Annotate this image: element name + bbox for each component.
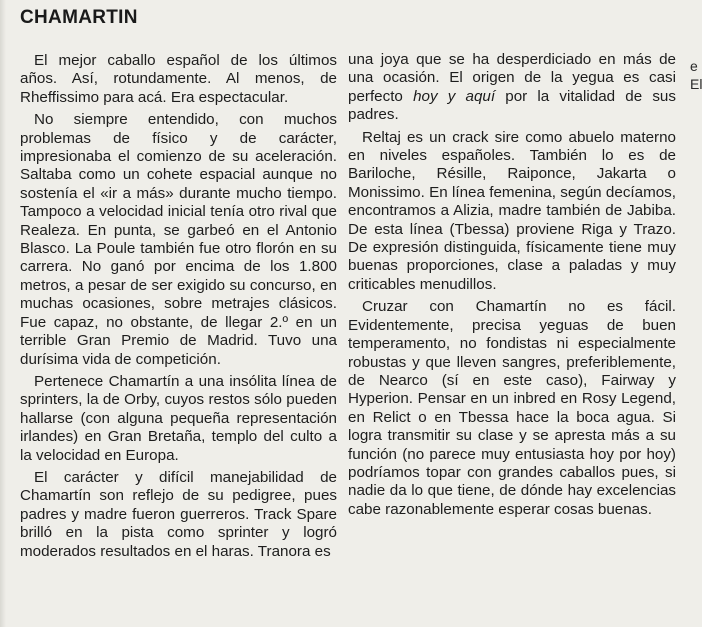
right-column xyxy=(348,51,676,519)
scan-edge xyxy=(0,0,6,627)
right-paragraph-1-italic: hoy y aquí xyxy=(413,87,496,105)
left-paragraph-3: Pertenece Chamartín a una insólita línea de sprinters, la de Orby, cuyos restos sólo pueden hallarse (con alguna pequeña representación irlandes) en Gran Bretaña, templo del culto a la velocidad en Europa. xyxy=(20,372,337,464)
left-paragraph-4: El carácter y difícil manejabilidad de Chamartín son reflejo de su pedigree, pues padres y madre fueron guerreros. Track Spare brilló en la pista como sprinter y logró moderados resultados en el haras. Tranora es xyxy=(20,468,337,560)
left-paragraph-1: El mejor caballo español de los últimos años. Así, rotundamente. Al menos, de Rheffissimo para acá. Era espectacular. xyxy=(20,52,337,106)
article-title: CHAMARTIN xyxy=(20,7,138,28)
right-paragraph-2: Reltaj es un crack sire como abuelo materno en niveles españoles. También lo es de Bariloche, Résille, Raiponce, Jakarta o Monissimo. En línea femenina, según decíamos, encontramos a Alizia, madre también de Jabiba. De esta línea (Tbessa) proviene Riga y Trazo. De expresión distinguida, físicamente tiene muy buenas proporciones, clase a paladas y muy criticables menudillos. xyxy=(348,128,676,293)
right-paragraph-1 xyxy=(348,51,676,125)
right-paragraph-1-end: por la vitalidad de sus padres. xyxy=(348,87,676,124)
right-paragraph-3: Cruzar con Chamartín no es fácil. Evidentemente, precisa yeguas de buen temperamento, no fondistas ni especialmente robustas y que lleven sangres, preferiblemente, de Nearco (sí en este caso), Fairway y Hyperion. Pensar en un inbred en Rosy Legend, en Relict o en Tbessa hace la boca agua. Si logra transmitir su clase y se apresta más a su función (no parece muy entusiasta hoy por hoy) podríamos topar con grandes caballos pues, si nadie da lo que tiene, de dónde hay excelencias cabe razonablemente esperar cosas buenas. xyxy=(348,298,676,518)
margin-fragment-1: e xyxy=(690,58,698,74)
margin-fragment-2: El xyxy=(690,76,702,92)
left-paragraph-2: No siempre entendido, con muchos problemas de físico y de carácter, impresionaba el comienzo de su aceleración. Saltaba como un cohete espacial aunque no sostenía el «ir a más» durante mucho tiempo. Tampoco a velocidad inicial tenía otro rival que Realeza. En punta, se garbeó en el Antonio Blasco. La Poule también fue otro florón en su carrera. No ganó por encima de los 1.800 metros, a pesar de ser exigido su concurso, en muchas ocasiones, sobre metrajes clásicos. Fue capaz, no obstante, de llegar 2.º en un terrible Gran Premio de Madrid. Tuvo una durísima vida de competición. xyxy=(20,111,337,368)
right-paragraph-1-start: una joya que se ha desperdiciado en más de una ocasión. El origen de la yegua es casi perfecto xyxy=(348,51,676,105)
left-column xyxy=(20,52,337,561)
